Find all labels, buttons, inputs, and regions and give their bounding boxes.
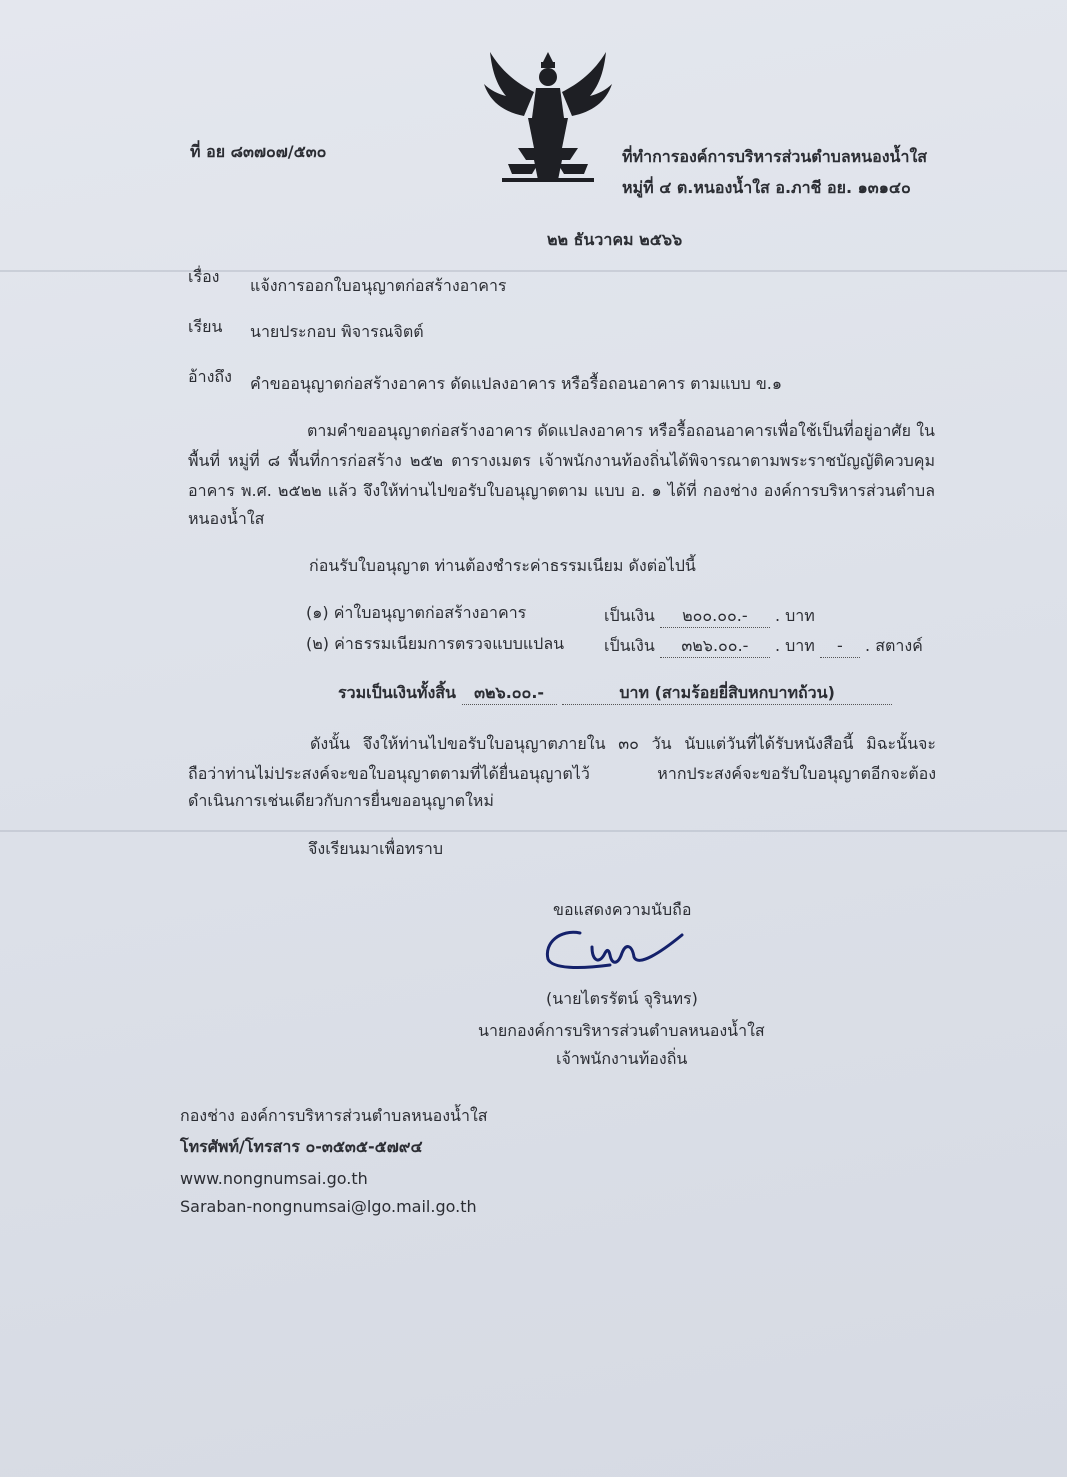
- paper-crease: [0, 270, 1067, 272]
- closing-line: จึงเรียนมาเพื่อทราบ: [308, 839, 443, 858]
- office-address: หมู่ที่ ๔ ต.หนองน้ำใส อ.ภาชี อย. ๑๓๑๔๐: [622, 178, 911, 197]
- fee-item-2-amount: เป็นเงิน ๓๒๖.๐๐.- . บาท - . สตางค์: [604, 635, 923, 658]
- signatory-name: (นายไตรรัตน์ จุรินทร): [546, 989, 698, 1008]
- signatory-role: เจ้าพนักงานท้องถิ่น: [556, 1049, 688, 1068]
- footer-website: www.nongnumsai.go.th: [180, 1169, 368, 1188]
- body-para2-line3: ดำเนินการเช่นเดียวกับการยื่นขออนุญาตใหม่: [188, 791, 494, 810]
- handwritten-signature: [540, 925, 690, 975]
- footer-email: Saraban-nongnumsai@lgo.mail.go.th: [180, 1197, 477, 1216]
- recipient-name: นายประกอบ พิจารณจิตต์: [250, 322, 424, 341]
- body-para2-line2: ถือว่าท่านไม่ประสงค์จะขอใบอนุญาตตามที่ได้ยื่นอนุญาตไว้ หากประสงค์จะขอรับใบอนุญาตอีกจะต้อง: [188, 764, 936, 783]
- signatory-position: นายกองค์การบริหารส่วนตำบลหนองน้ำใส: [478, 1021, 765, 1040]
- footer-phone: โทรศัพท์/โทรสาร ๐-๓๕๓๕-๕๗๙๔: [180, 1137, 423, 1156]
- recipient-label: เรียน: [188, 317, 223, 336]
- reference-label: อ้างถึง: [188, 367, 232, 386]
- office-name: ที่ทำการองค์การบริหารส่วนตำบลหนองน้ำใส: [622, 147, 928, 166]
- garuda-emblem-icon: [478, 44, 618, 186]
- fee-item-1-amount: เป็นเงิน ๒๐๐.๐๐.- . บาท: [604, 605, 815, 628]
- fee-intro: ก่อนรับใบอนุญาต ท่านต้องชำระค่าธรรมเนียม ดังต่อไปนี้: [309, 556, 696, 575]
- subject-text: แจ้งการออกใบอนุญาตก่อสร้างอาคาร: [250, 276, 507, 295]
- footer-department: กองช่าง องค์การบริหารส่วนตำบลหนองน้ำใส: [180, 1106, 488, 1125]
- paper-crease: [0, 830, 1067, 832]
- letter-date: ๒๒ ธันวาคม ๒๕๖๖: [547, 230, 683, 249]
- body-para2-line1: ดังนั้น จึงให้ท่านไปขอรับใบอนุญาตภายใน ๓๐ วัน นับแต่วันที่ได้รับหนังสือนี้ มิฉะนั้นจะ: [310, 734, 936, 753]
- body-para1-line1: ตามคำขออนุญาตก่อสร้างอาคาร ดัดแปลงอาคาร หรือรื้อถอนอาคารเพื่อใช้เป็นที่อยู่อาศัย ใน: [307, 421, 935, 440]
- complimentary-close: ขอแสดงความนับถือ: [553, 900, 692, 919]
- reference-number: ที่ อย ๘๓๗๐๗/๕๓๐: [190, 142, 327, 161]
- body-para1-line4: หนองน้ำใส: [188, 509, 265, 528]
- reference-text: คำขออนุญาตก่อสร้างอาคาร ดัดแปลงอาคาร หรือรื้อถอนอาคาร ตามแบบ ข.๑: [250, 374, 782, 393]
- body-para1-line2: พื้นที่ หมู่ที่ ๘ พื้นที่การก่อสร้าง ๒๕๒ ตารางเมตร เจ้าพนักงานท้องถิ่นได้พิจารณาตามพระราชบัญญัติควบคุม: [188, 451, 935, 470]
- fee-item-2-label: (๒) ค่าธรรมเนียมการตรวจแบบแปลน: [306, 634, 565, 653]
- subject-label: เรื่อง: [188, 267, 220, 286]
- body-para1-line3: อาคาร พ.ศ. ๒๕๒๒ แล้ว จึงให้ท่านไปขอรับใบอนุญาตตาม แบบ อ. ๑ ได้ที่ กองช่าง องค์การบริหารส่วนตำบล: [188, 481, 935, 500]
- fee-total: รวมเป็นเงินทั้งสิ้น ๓๒๖.๐๐.- บาท (สามร้อยยี่สิบหกบาทถ้วน): [338, 682, 892, 705]
- fee-item-1-label: (๑) ค่าใบอนุญาตก่อสร้างอาคาร: [306, 603, 527, 622]
